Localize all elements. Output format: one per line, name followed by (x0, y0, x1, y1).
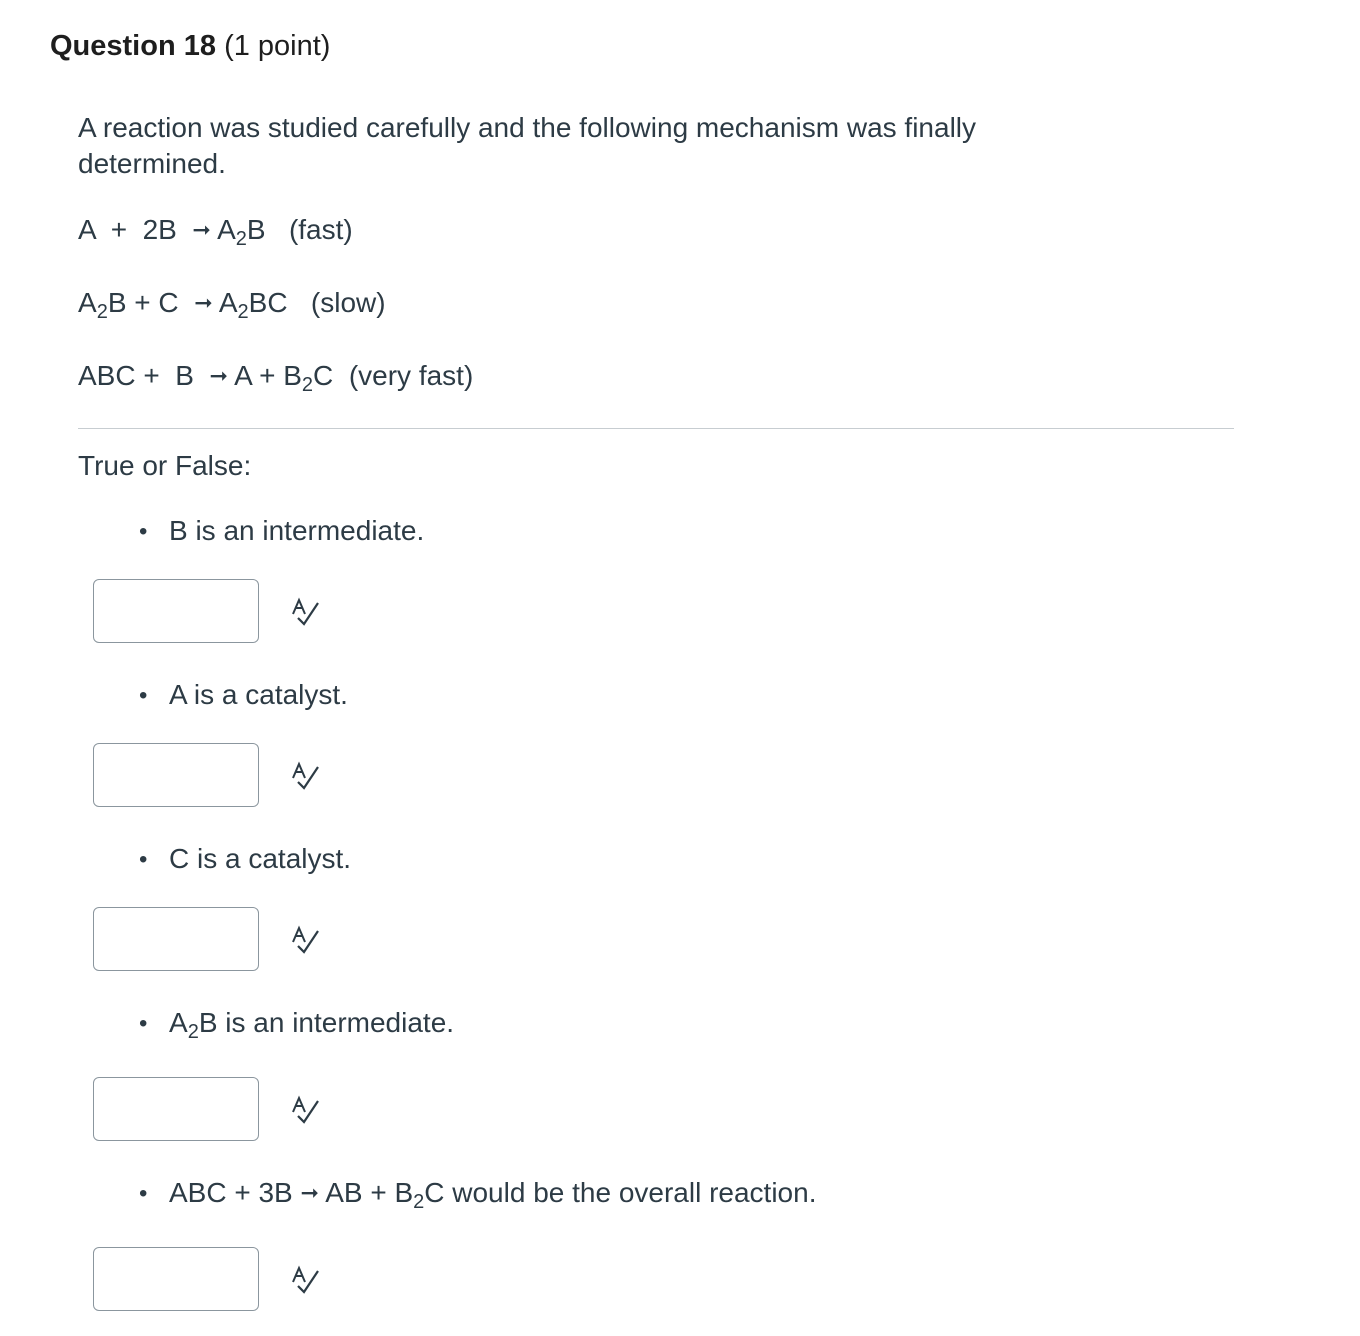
step1-product-sub: 2 (235, 228, 247, 250)
step2-reactant-a: A (78, 287, 97, 318)
statement-5 (139, 1173, 816, 1214)
step3-product-sub: 2 (301, 374, 314, 396)
statement-5-text: C would be the overall reaction. (424, 1177, 817, 1208)
statement-4-a: A (169, 1007, 188, 1038)
question-header (50, 26, 330, 66)
reaction-arrow-icon: ➞ (194, 290, 213, 315)
step3-reactants: ABC + B (78, 360, 194, 391)
answer-input-1[interactable] (93, 579, 259, 643)
reaction-arrow-icon: ➞ (192, 217, 211, 242)
statement-4 (139, 1003, 454, 1044)
mechanism-step-2 (78, 283, 386, 323)
step1-product-a: A (217, 214, 236, 245)
step1-rate: (fast) (288, 214, 353, 245)
statement-3-text: C is a catalyst. (169, 843, 352, 874)
step3-product-b: C (313, 360, 334, 391)
statement-2-text: A is a catalyst. (169, 679, 348, 710)
reaction-arrow-icon: ➞ (300, 1180, 319, 1205)
step2-product-b: BC (248, 287, 288, 318)
answer-input-4[interactable] (93, 1077, 259, 1141)
question-points: (1 point) (224, 30, 331, 62)
spell-check-icon[interactable] (289, 925, 323, 955)
statement-1-text: B is an intermediate. (169, 515, 425, 546)
bullet-icon: • (139, 1010, 148, 1037)
bullet-icon: • (139, 518, 148, 545)
statement-2 (139, 675, 348, 716)
statement-5-sub: 2 (413, 1191, 425, 1213)
step1-reactants: A + 2B (78, 214, 177, 245)
answer-input-5[interactable] (93, 1247, 259, 1311)
reaction-arrow-icon: ➞ (209, 363, 228, 388)
bullet-icon: • (139, 682, 148, 709)
statement-4-sub: 2 (187, 1021, 199, 1043)
statement-3 (139, 839, 351, 880)
spell-check-icon[interactable] (289, 1265, 323, 1295)
bullet-icon: • (139, 1180, 148, 1207)
step2-product-a: A (218, 287, 238, 318)
step1-product-b: B (246, 214, 266, 245)
question-title: Question 18 (50, 30, 216, 62)
statement-5-a: ABC + 3B (169, 1177, 293, 1208)
statement-1 (139, 511, 424, 552)
spell-check-icon[interactable] (289, 1095, 323, 1125)
statement-4-text: B is an intermediate. (198, 1007, 455, 1038)
question-prompt: A reaction was studied carefully and the following mechanism was finally determined. (78, 112, 977, 179)
step2-reactant-b: B + C (107, 287, 179, 318)
answer-input-2[interactable] (93, 743, 259, 807)
section-divider (78, 428, 1234, 429)
answer-input-3[interactable] (93, 907, 259, 971)
step2-reactant-sub: 2 (96, 301, 108, 323)
step2-rate: (slow) (310, 287, 386, 318)
step3-rate: (very fast) (348, 360, 474, 391)
spell-check-icon[interactable] (289, 597, 323, 627)
step2-product-sub: 2 (237, 301, 249, 323)
bullet-icon: • (139, 846, 148, 873)
true-false-label: True or False: (78, 450, 252, 481)
statement-5-b: AB + B (325, 1177, 414, 1208)
spell-check-icon[interactable] (289, 761, 323, 791)
mechanism-step-1 (78, 210, 353, 250)
mechanism-step-3 (78, 356, 473, 396)
step3-product-a: A + B (234, 360, 302, 391)
